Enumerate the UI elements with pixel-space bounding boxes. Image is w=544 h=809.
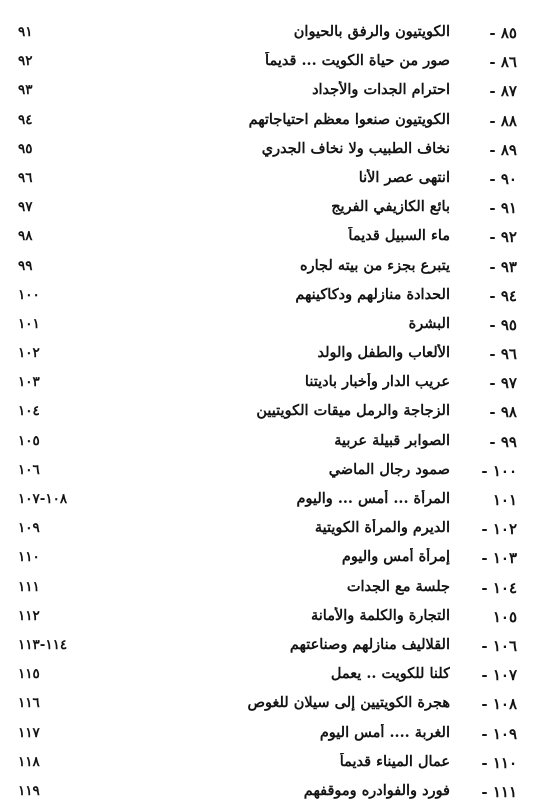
- entry-number: ١٠٥: [492, 607, 517, 626]
- entry-number: ٩٨ -: [489, 403, 517, 422]
- entry-page-number: ٩٤: [18, 111, 33, 128]
- entry-page-number: ١٠٨-١٠٧: [18, 491, 68, 507]
- entry-page-number: ١١٩: [18, 782, 40, 799]
- entry-page-number: ١١٥: [18, 666, 40, 683]
- entry-number: ١٠٧ -: [481, 666, 517, 685]
- entry-number: ٩١ -: [489, 199, 517, 218]
- entry-number: ٩٩ -: [489, 432, 517, 451]
- entry-title: الغربة .... أمس اليوم: [319, 723, 450, 741]
- toc-row: [0, 400, 544, 429]
- entry-page-number: ١٠٠: [18, 286, 40, 303]
- entry-number: ٨٦ -: [489, 53, 517, 72]
- entry-number: ٩٠ -: [489, 169, 517, 188]
- toc-row: [0, 371, 544, 400]
- entry-number: ٨٥ -: [489, 24, 517, 42]
- toc-row: [0, 225, 544, 254]
- entry-title: عريب الدار وأخبار باديتنا: [304, 373, 450, 391]
- entry-page-number: ٩٢: [18, 53, 33, 70]
- entry-number: ٩٦ -: [489, 345, 517, 364]
- entry-page-number: ١٠٢: [18, 345, 40, 362]
- entry-title: إمرأة أمس واليوم: [341, 548, 450, 566]
- entry-title: ماء السبيل قديماً: [348, 227, 450, 245]
- toc-row: [0, 138, 544, 167]
- entry-page-number: ١٠٤: [18, 403, 40, 420]
- entry-title: الألعاب والطفل والولد: [317, 344, 450, 362]
- entry-page-number: ١٠١: [18, 315, 40, 332]
- entry-title: الصوابر قبيلة عربية: [334, 431, 450, 449]
- toc-row: [0, 605, 544, 634]
- entry-title: الكويتيون والرفق بالحيوان: [293, 23, 450, 40]
- toc-row: [0, 692, 544, 721]
- entry-title: البشرة: [408, 314, 450, 332]
- entry-page-number: ١١٧: [18, 724, 40, 741]
- entry-page-number: ١١٦: [18, 695, 40, 712]
- toc-row: [0, 459, 544, 488]
- entry-title: الكويتيون صنعوا معظم احتياجاتهم: [248, 110, 450, 128]
- entry-number: ٨٩ -: [489, 140, 517, 159]
- entry-title: انتهى عصر الأنا: [358, 168, 450, 186]
- toc-row: [0, 255, 544, 284]
- entry-title: كلنا للكويت .. يعمل: [330, 665, 450, 683]
- toc-row: [0, 780, 544, 809]
- entry-number: ٨٨ -: [489, 111, 517, 130]
- entry-page-number: ١١٢: [18, 607, 40, 624]
- entry-number: ٩٣ -: [489, 257, 517, 276]
- entry-page-number: ٩٥: [18, 140, 33, 157]
- entry-title: القلاليف منازلهم وصناعتهم: [289, 635, 450, 653]
- entry-page-number: ١٠٣: [18, 374, 40, 391]
- entry-title: المرأة ... أمس ... واليوم: [296, 490, 450, 507]
- entry-title: فورد والفوادره وموقفهم: [303, 781, 450, 799]
- toc-row: [0, 751, 544, 780]
- entry-title: الديرم والمرأة الكويتية: [314, 519, 450, 537]
- entry-title: احترام الجدات والأجداد: [312, 81, 450, 99]
- entry-page-number: ٩٧: [18, 199, 33, 216]
- entry-title: عمال الميناء قديماً: [339, 752, 450, 770]
- toc-row: [0, 109, 544, 138]
- entry-number: ٩٢ -: [489, 228, 517, 247]
- toc-row: [0, 722, 544, 751]
- entry-number: ٩٧ -: [489, 374, 517, 393]
- entry-page-number: ٩٣: [18, 82, 33, 99]
- entry-number: ١٠٠ -: [481, 461, 517, 480]
- entry-number: ١٠٦ -: [481, 636, 517, 655]
- entry-title: صور من حياة الكويت ... قديماً: [265, 52, 450, 70]
- toc-row: [0, 488, 544, 517]
- entry-number: ١٠١: [492, 491, 517, 509]
- entry-title: نخاف الطبيب ولا نخاف الجدري: [261, 139, 450, 157]
- toc-row: [0, 167, 544, 196]
- entry-title: بائع الكازيفي الفريج: [331, 198, 450, 216]
- entry-page-number: ٩٦: [18, 169, 33, 186]
- entry-number: ١٠٣ -: [481, 549, 517, 568]
- entry-title: التجارة والكلمة والأمانة: [310, 606, 450, 624]
- entry-number: ٨٧ -: [489, 82, 517, 101]
- entry-number: ١١٠ -: [481, 753, 517, 772]
- entry-page-number: ٩٩: [18, 257, 33, 274]
- entry-page-number: ٩١: [18, 24, 33, 40]
- toc-row: [0, 634, 544, 663]
- entry-page-number: ١٠٥: [18, 432, 40, 449]
- toc-row: [0, 79, 544, 108]
- entry-page-number: ١٠٩: [18, 520, 40, 537]
- entry-page-number: ١١٨: [18, 753, 40, 770]
- entry-title: الزجاجة والرمل ميقات الكويتيين: [256, 402, 450, 420]
- entry-title: الحدادة منازلهم ودكاكينهم: [295, 285, 450, 303]
- toc-row: [0, 196, 544, 225]
- entry-number: ١١١ -: [481, 782, 517, 801]
- toc-row: [0, 284, 544, 313]
- entry-title: هجرة الكويتيين إلى سيلان للغوص: [247, 694, 450, 712]
- entry-page-number: ١١١: [18, 578, 40, 595]
- toc-row: [0, 517, 544, 546]
- table-of-contents: [0, 21, 544, 809]
- entry-page-number: ١١٤-١١٣: [18, 636, 68, 653]
- toc-row: [0, 21, 544, 50]
- toc-row: [0, 313, 544, 342]
- entry-page-number: ٩٨: [18, 228, 33, 245]
- entry-number: ٩٥ -: [489, 315, 517, 334]
- entry-number: ٩٤ -: [489, 286, 517, 305]
- entry-number: ١٠٤ -: [481, 578, 517, 597]
- entry-title: يتبرع بجزء من بيته لجاره: [299, 256, 450, 274]
- entry-number: ١٠٨ -: [481, 695, 517, 714]
- toc-row: [0, 430, 544, 459]
- toc-row: [0, 663, 544, 692]
- entry-title: جلسة مع الجدات: [346, 577, 450, 595]
- toc-row: [0, 342, 544, 371]
- toc-row: [0, 576, 544, 605]
- entry-number: ١٠٢ -: [481, 520, 517, 539]
- entry-number: ١٠٩ -: [481, 724, 517, 743]
- toc-row: [0, 50, 544, 79]
- toc-row: [0, 546, 544, 575]
- entry-page-number: ١٠٦: [18, 461, 40, 478]
- entry-page-number: ١١٠: [18, 549, 40, 566]
- entry-title: صمود رجال الماضي: [328, 460, 450, 478]
